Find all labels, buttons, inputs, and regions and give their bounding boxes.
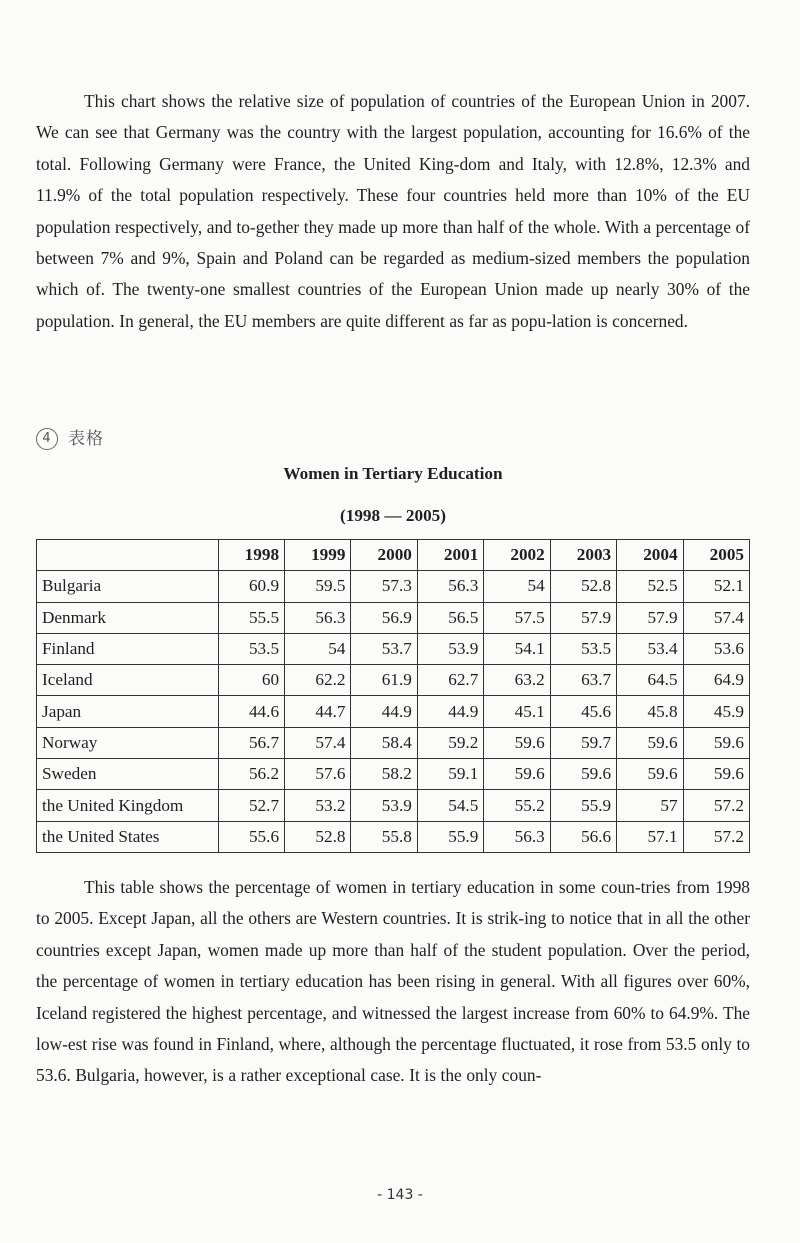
value-cell: 53.9	[417, 633, 483, 664]
value-cell: 55.6	[218, 821, 284, 852]
table-row	[37, 571, 750, 602]
page-number: - 143 -	[377, 1187, 423, 1203]
value-cell: 57.9	[617, 602, 683, 633]
value-cell: 63.2	[484, 665, 550, 696]
value-cell: 52.1	[683, 571, 749, 602]
country-cell: Denmark	[37, 602, 219, 633]
value-cell: 59.1	[417, 759, 483, 790]
column-header: 2004	[617, 540, 683, 571]
value-cell: 54.5	[417, 790, 483, 821]
country-cell: the United States	[37, 821, 219, 852]
value-cell: 55.8	[351, 821, 417, 852]
value-cell: 56.6	[550, 821, 616, 852]
column-header: 1998	[218, 540, 284, 571]
value-cell: 53.5	[550, 633, 616, 664]
value-cell: 53.5	[218, 633, 284, 664]
table-row	[37, 696, 750, 727]
value-cell: 59.2	[417, 727, 483, 758]
value-cell: 57.1	[617, 821, 683, 852]
value-cell: 59.5	[285, 571, 351, 602]
value-cell: 44.9	[351, 696, 417, 727]
value-cell: 64.5	[617, 665, 683, 696]
value-cell: 53.9	[351, 790, 417, 821]
value-cell: 62.7	[417, 665, 483, 696]
value-cell: 54	[484, 571, 550, 602]
section-heading	[36, 424, 104, 450]
value-cell: 57.4	[683, 602, 749, 633]
value-cell: 53.7	[351, 633, 417, 664]
table-row	[37, 602, 750, 633]
value-cell: 57.9	[550, 602, 616, 633]
value-cell: 57.2	[683, 821, 749, 852]
value-cell: 60	[218, 665, 284, 696]
value-cell: 57.4	[285, 727, 351, 758]
value-cell: 56.2	[218, 759, 284, 790]
value-cell: 61.9	[351, 665, 417, 696]
column-header: 2003	[550, 540, 616, 571]
section-title: 表格	[68, 429, 104, 449]
value-cell: 59.7	[550, 727, 616, 758]
value-cell: 64.9	[683, 665, 749, 696]
value-cell: 59.6	[683, 727, 749, 758]
value-cell: 59.6	[484, 727, 550, 758]
table-title: Women in Tertiary Education	[283, 464, 503, 483]
country-cell: the United Kingdom	[37, 790, 219, 821]
value-cell: 59.6	[550, 759, 616, 790]
value-cell: 60.9	[218, 571, 284, 602]
value-cell: 62.2	[285, 665, 351, 696]
value-cell: 44.7	[285, 696, 351, 727]
value-cell: 56.7	[218, 727, 284, 758]
table-subtitle: (1998 — 2005)	[340, 506, 446, 525]
column-header: 2002	[484, 540, 550, 571]
value-cell: 56.3	[484, 821, 550, 852]
value-cell: 55.5	[218, 602, 284, 633]
table-header-row	[37, 540, 750, 571]
value-cell: 54.1	[484, 633, 550, 664]
value-cell: 56.9	[351, 602, 417, 633]
value-cell: 44.6	[218, 696, 284, 727]
country-cell: Norway	[37, 727, 219, 758]
value-cell: 56.3	[417, 571, 483, 602]
value-cell: 45.6	[550, 696, 616, 727]
women-tertiary-education-table	[36, 539, 750, 853]
section-number: 4	[36, 428, 58, 450]
value-cell: 45.9	[683, 696, 749, 727]
value-cell: 52.8	[285, 821, 351, 852]
value-cell: 55.9	[550, 790, 616, 821]
intro-paragraph: This chart shows the relative size of population of countries of the European Union in 2007. We can see that Germany was the country with the largest population, accounting for 16.6% of the total. Following Germany were France, the United King-dom and Italy, with 12.8%, 12.3% and 11.9% of the total population respectively. These four countries held more than 10% of the EU population respectively, and to-gether they made up more than half of the whole. With a percentage of between 7% and 9%, Spain and Poland can be regarded as medium-sized members the population which of. The twenty-one smallest countries of the European Union made up nearly 30% of the population. In general, the EU members are quite different as far as popu-lation is concerned.	[36, 91, 750, 331]
value-cell: 57.5	[484, 602, 550, 633]
value-cell: 57.6	[285, 759, 351, 790]
value-cell: 55.9	[417, 821, 483, 852]
country-cell: Finland	[37, 633, 219, 664]
value-cell: 45.8	[617, 696, 683, 727]
header-corner-cell	[37, 540, 219, 571]
value-cell: 53.4	[617, 633, 683, 664]
value-cell: 57.2	[683, 790, 749, 821]
table-description-paragraph: This table shows the percentage of women in tertiary education in some coun-tries from 1998 to 2005. Except Japan, all the others are Western countries. It is strik-ing to notice that in all the other countries except Japan, women made up more than half of the student population. Over the period, the percentage of women in tertiary education has been rising in general. With all figures over 60%, Iceland registered the highest percentage, and witnessed the largest increase from 60% to 64.9%. The low-est rise was found in Finland, where, although the percentage fluctuated, it rose from 53.5 only to 53.6. Bulgaria, however, is a rather exceptional case. It is the only coun-	[36, 877, 750, 1086]
value-cell: 52.7	[218, 790, 284, 821]
country-cell: Iceland	[37, 665, 219, 696]
table-row	[37, 790, 750, 821]
table-row	[37, 633, 750, 664]
table-row	[37, 727, 750, 758]
column-header: 1999	[285, 540, 351, 571]
value-cell: 59.6	[683, 759, 749, 790]
value-cell: 55.2	[484, 790, 550, 821]
value-cell: 59.6	[617, 759, 683, 790]
value-cell: 57	[617, 790, 683, 821]
value-cell: 59.6	[617, 727, 683, 758]
value-cell: 57.3	[351, 571, 417, 602]
value-cell: 53.6	[683, 633, 749, 664]
table-row	[37, 821, 750, 852]
value-cell: 56.3	[285, 602, 351, 633]
value-cell: 59.6	[484, 759, 550, 790]
column-header: 2000	[351, 540, 417, 571]
value-cell: 63.7	[550, 665, 616, 696]
value-cell: 58.4	[351, 727, 417, 758]
column-header: 2001	[417, 540, 483, 571]
value-cell: 45.1	[484, 696, 550, 727]
table-row	[37, 759, 750, 790]
value-cell: 54	[285, 633, 351, 664]
value-cell: 53.2	[285, 790, 351, 821]
value-cell: 58.2	[351, 759, 417, 790]
country-cell: Sweden	[37, 759, 219, 790]
value-cell: 52.5	[617, 571, 683, 602]
value-cell: 52.8	[550, 571, 616, 602]
value-cell: 56.5	[417, 602, 483, 633]
country-cell: Japan	[37, 696, 219, 727]
value-cell: 44.9	[417, 696, 483, 727]
table-row	[37, 665, 750, 696]
column-header: 2005	[683, 540, 749, 571]
country-cell: Bulgaria	[37, 571, 219, 602]
